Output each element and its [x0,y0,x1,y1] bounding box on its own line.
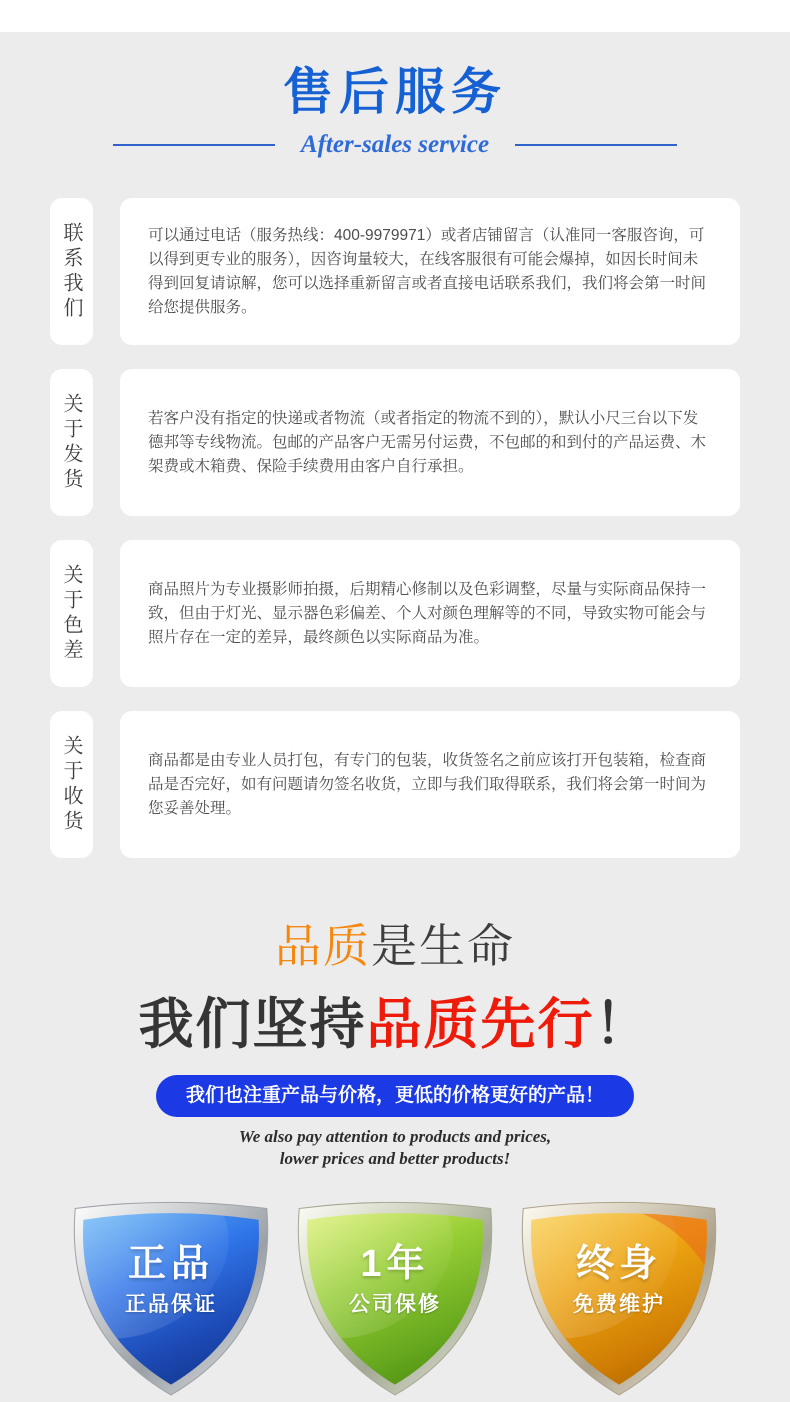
service-text-contact: 可以通过电话（服务热线：400-9979971）或者店铺留言（认准同一客服咨询，可以得到更专业的服务），因咨询量较大，在线客服很有可能会爆掉，如因长时间未得到回复请谅解，您可以选择重新留言或者直接电话联系我们，我们将会第一时间给您提供服务。 [148,226,707,316]
service-label-receiving: 关于收货 [50,711,93,858]
badge-one-year-subtitle: 公司保修 [349,1293,441,1316]
badge-genuine-subtitle: 正品保证 [125,1293,217,1316]
service-card-color-difference [120,540,740,687]
badge-genuine [68,1186,274,1402]
quality-slogan-line2-prefix: 我们坚持 [138,993,367,1055]
english-tagline-line1: We also pay attention to products and prices, [238,1127,552,1146]
quality-slogan-line2 [0,980,790,1059]
service-row-color-difference [50,540,740,687]
header [0,52,790,162]
service-label-shipping: 关于发货 [50,369,93,516]
quality-slogan-line1 [0,910,790,976]
service-label-color-difference: 关于色差 [50,540,93,687]
badge-lifetime-title: 终身 [575,1243,662,1285]
badge-lifetime-subtitle: 免费维护 [573,1293,665,1316]
service-card-receiving [120,711,740,858]
badge-one-year-title: 1年 [360,1243,430,1285]
badge-genuine-title: 正品 [127,1243,214,1285]
service-row-receiving [50,711,740,858]
page-subtitle: After-sales service [300,131,490,158]
service-text-shipping: 若客户没有指定的快递或者物流（或者指定的物流不到的），默认小尺三台以下发德邦等专线物流。包邮的产品客户无需另付运费，不包邮的和到付的产品运费、木架费或木箱费、保险手续费用由客户自行承担。 [148,409,707,475]
service-card-contact [120,198,740,345]
quality-block [0,910,790,1170]
service-text-color-difference: 商品照片为专业摄影师拍摄，后期精心修制以及色彩调整，尽量与实际商品保持一致，但由于灯光、显示器色彩偏差、个人对颜色理解等的不同，导致实物可能会与照片存在一定的差异，最终颜色以实际商品为准。 [148,580,707,646]
quality-slogan-line2-highlight: 品质先行 [366,993,595,1055]
top-white-strip [0,0,790,32]
subtitle-right-line [515,144,677,146]
badge-one-year-warranty [292,1186,498,1402]
service-label-contact: 联系我们 [50,198,93,345]
guarantee-badges [0,1186,790,1402]
service-sections [50,198,740,858]
service-row-contact [50,198,740,345]
badge-lifetime-maintenance [516,1186,722,1402]
english-tagline [0,1126,790,1170]
english-tagline-line2: lower prices and better products! [279,1149,511,1168]
quality-slogan-line1-rest: 是生命 [371,920,515,972]
quality-slogan-line1-highlight: 品质 [275,920,371,972]
price-banner: 我们也注重产品与价格，更低的价格更好的产品！ [156,1075,634,1117]
service-card-shipping [120,369,740,516]
subtitle-left-line [113,144,275,146]
service-text-receiving: 商品都是由专业人员打包，有专门的包装，收货签名之前应该打开包装箱，检查商品是否完好，如有问题请勿签名收货，立即与我们取得联系，我们将会第一时间为您妥善处理。 [148,751,707,817]
service-row-shipping [50,369,740,516]
quality-slogan-line2-suffix: ！ [594,993,652,1055]
page-title: 售后服务 [283,64,507,120]
subtitle-row [0,128,790,162]
